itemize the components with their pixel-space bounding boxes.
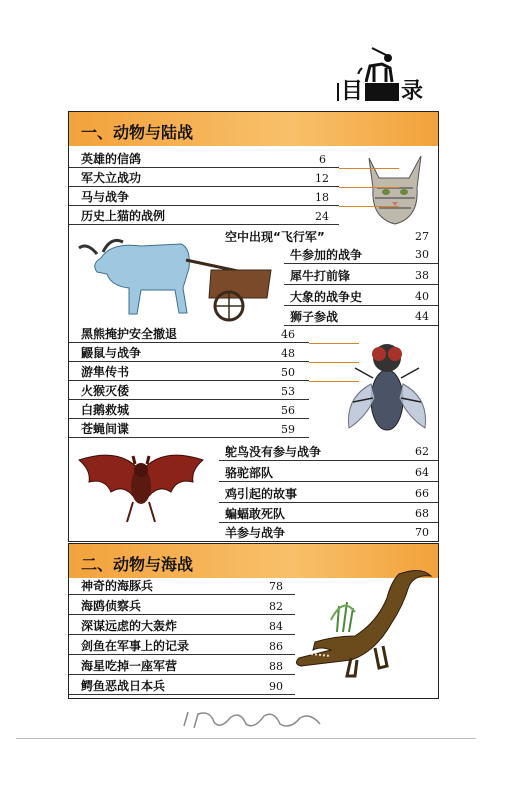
entry-title: 火猴灭倭 (81, 384, 130, 398)
toc-entry[interactable] (69, 383, 309, 400)
entry-page: 78 (269, 580, 283, 593)
entry-title: 海星吃掉一座军营 (81, 659, 178, 673)
toc-entry[interactable] (69, 421, 309, 438)
entry-title: 骆驼部队 (225, 466, 274, 480)
entry-title: 黑熊掩护安全撤退 (81, 327, 178, 341)
entry-title: 游隼传书 (81, 365, 130, 379)
toc-entry[interactable] (69, 578, 295, 595)
entry-title: 英雄的信鸽 (81, 152, 142, 166)
entry-title: 羊参与战争 (225, 526, 286, 540)
entry-page: 38 (415, 269, 429, 282)
crocodile-illustration (291, 566, 437, 700)
entry-page: 90 (269, 680, 283, 693)
entry-page: 70 (415, 526, 429, 539)
entry-title: 犀牛打前锋 (290, 269, 351, 283)
entry-page: 88 (269, 660, 283, 673)
entry-title: 空中出现“飞行军” (225, 230, 325, 244)
page-bottom-rule (16, 738, 476, 739)
entry-title: 白鹅救城 (81, 403, 130, 417)
title-char-2: 录 (399, 74, 425, 105)
entry-page: 27 (415, 230, 429, 243)
title-char-1: 目 (339, 74, 365, 105)
entry-title: 军犬立战功 (81, 171, 142, 185)
toc-entry[interactable] (219, 505, 438, 523)
signature-mark (180, 708, 340, 737)
orange-rule (339, 206, 399, 207)
entry-title: 海鸥侦察兵 (81, 599, 142, 613)
section-1-frame (68, 111, 439, 542)
orange-rule (339, 187, 399, 188)
entry-title: 马与战争 (81, 190, 130, 204)
toc-entry[interactable] (219, 464, 438, 482)
toc-entry[interactable] (69, 208, 339, 225)
toc-entry[interactable] (69, 326, 309, 343)
toc-entry[interactable] (284, 267, 438, 285)
entry-page: 66 (415, 487, 429, 500)
toc-entry[interactable] (219, 524, 438, 542)
entry-page: 30 (415, 248, 429, 261)
orange-rule (339, 168, 399, 169)
section-1-header (69, 112, 438, 146)
orange-rule (309, 381, 359, 382)
section-2-title: 二、动物与海战 (81, 555, 194, 574)
fly-illustration (341, 328, 433, 448)
toc-entry[interactable] (69, 345, 309, 362)
toc-entry[interactable] (69, 618, 295, 635)
toc-entry[interactable] (284, 308, 438, 326)
toc-entry[interactable] (284, 288, 438, 306)
entry-page: 44 (415, 310, 429, 323)
entry-title: 鳄鱼恶战日本兵 (81, 679, 166, 693)
entry-title: 剑鱼在军事上的记录 (81, 639, 190, 653)
entry-page: 40 (415, 290, 429, 303)
entry-title: 鸵鸟没有参与战争 (225, 445, 322, 459)
entry-page: 59 (281, 423, 295, 436)
entry-page: 50 (281, 366, 295, 379)
toc-entry[interactable] (69, 364, 309, 381)
entry-title: 狮子参战 (290, 310, 339, 324)
section-2-frame (68, 543, 439, 699)
toc-entry[interactable] (284, 246, 438, 264)
entry-title: 苍蝇间谍 (81, 422, 130, 436)
toc-entry[interactable] (219, 485, 438, 503)
entry-page: 86 (269, 640, 283, 653)
entry-title: 神奇的海豚兵 (81, 579, 154, 593)
entry-page: 46 (281, 328, 295, 341)
toc-entry[interactable] (69, 170, 339, 187)
toc-entry[interactable] (219, 443, 438, 461)
entry-title: 蝙蝠敢死队 (225, 507, 286, 521)
entry-title: 深谋远虑的大轰炸 (81, 619, 178, 633)
entry-title: 牛参加的战争 (290, 248, 363, 262)
cat-illustration (359, 148, 431, 232)
entry-page: 68 (415, 507, 429, 520)
entry-page: 62 (415, 445, 429, 458)
toc-entry[interactable] (219, 228, 438, 246)
toc-entry[interactable] (69, 402, 309, 419)
entry-page: 6 (319, 153, 326, 166)
page-title (337, 58, 425, 104)
toc-entry[interactable] (69, 151, 339, 168)
toc-entry[interactable] (69, 658, 295, 675)
entry-page: 12 (315, 172, 329, 185)
toc-entry[interactable] (69, 598, 295, 615)
bat-illustration (71, 442, 211, 536)
section-1-title: 一、动物与陆战 (81, 123, 194, 142)
entry-page: 24 (315, 210, 329, 223)
entry-page: 64 (415, 466, 429, 479)
entry-title: 鸡引起的故事 (225, 487, 298, 501)
entry-page: 18 (315, 191, 329, 204)
orange-rule (309, 343, 359, 344)
entry-page: 48 (281, 347, 295, 360)
entry-title: 鼹鼠与战争 (81, 346, 142, 360)
toc-entry[interactable] (69, 189, 339, 206)
entry-page: 82 (269, 600, 283, 613)
entry-page: 84 (269, 620, 283, 633)
entry-title: 大象的战争史 (290, 290, 363, 304)
orange-rule (309, 362, 359, 363)
toc-entry[interactable] (69, 678, 295, 695)
entry-page: 53 (281, 385, 295, 398)
entry-page: 56 (281, 404, 295, 417)
entry-title: 历史上猫的战例 (81, 209, 166, 223)
toc-entry[interactable] (69, 638, 295, 655)
